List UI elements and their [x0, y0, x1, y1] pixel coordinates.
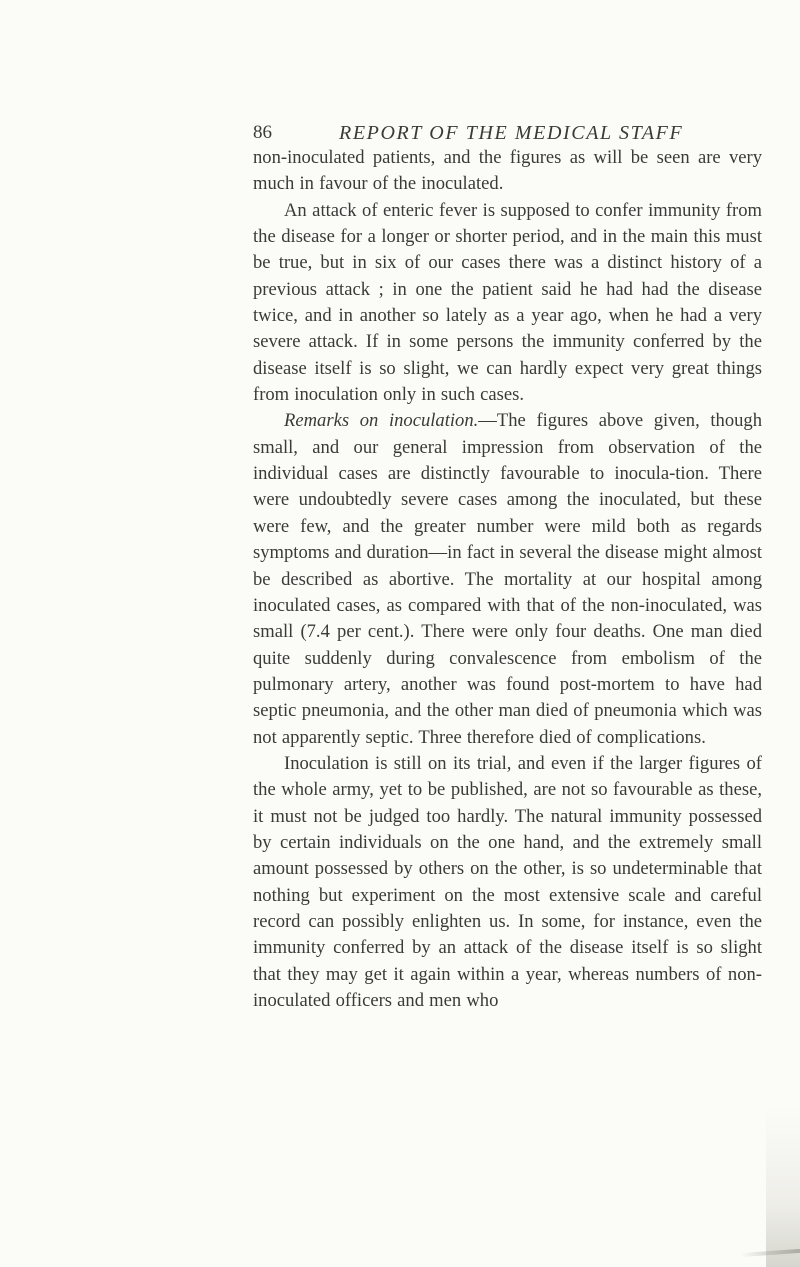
paragraph-continuation	[253, 145, 762, 198]
paragraph-text: Inoculation is still on its trial, and even if the larger figures of the whole army, yet to be published, are not so favourable as these, it must not be judged too hardly. The natural immunity possessed by certain individuals on the one hand, and the extremely small amount possessed by others on the other, is so undeterminable that nothing but experiment on the most extensive scale and careful record can possibly enlighten us. In some, for instance, even the immunity conferred by an attack of the disease itself is so slight that they may get it again within a year, whereas numbers of non-inoculated officers and men who	[253, 752, 762, 1011]
paragraph-lead-in: Remarks on inoculation.	[284, 410, 479, 432]
paragraph-text: An attack of enteric fever is supposed to confer immunity from the disease for a longer or shorter period, and in the main this must be true, but in six of our cases there was a distinct history of a previous attack ; in one the patient said he had had the disease twice, and in another so lately as a year ago, when he had a very severe attack. If in some persons the immunity conferred by the disease itself is so slight, we can hardly expect very great things from inoculation only in such cases.	[253, 199, 762, 406]
paragraph-trial	[253, 751, 762, 1014]
body-text	[253, 145, 762, 1014]
paragraph-remarks	[253, 408, 762, 750]
paragraph-text: —The figures above given, though small, and our general impression from observation of the individual cases are distinctly favourable to inocula-tion. There were undoubtedly severe cases among the inoculated, but these were few, and the greater number were mild both as regards symptoms and duration—in fact in several the disease might almost be described as abortive. The mortality at our hospital among inoculated cases, as compared with that of the non-inoculated, was small (7.4 per cent.). There were only four deaths. One man died quite suddenly during convalescence from embolism of the pulmonary artery, another was found post-mortem to have had septic pneumonia, and the other man died of pneumonia which was not apparently septic. Three therefore died of complications.	[253, 410, 763, 748]
page-number: 86	[253, 122, 272, 143]
paragraph-text: non-inoculated patients, and the figures as will be seen are very much in favour of the inoculated.	[253, 147, 762, 195]
page-edge-shadow	[766, 1107, 800, 1267]
paragraph-immunity	[253, 198, 762, 409]
running-head: REPORT OF THE MEDICAL STAFF	[339, 122, 684, 144]
